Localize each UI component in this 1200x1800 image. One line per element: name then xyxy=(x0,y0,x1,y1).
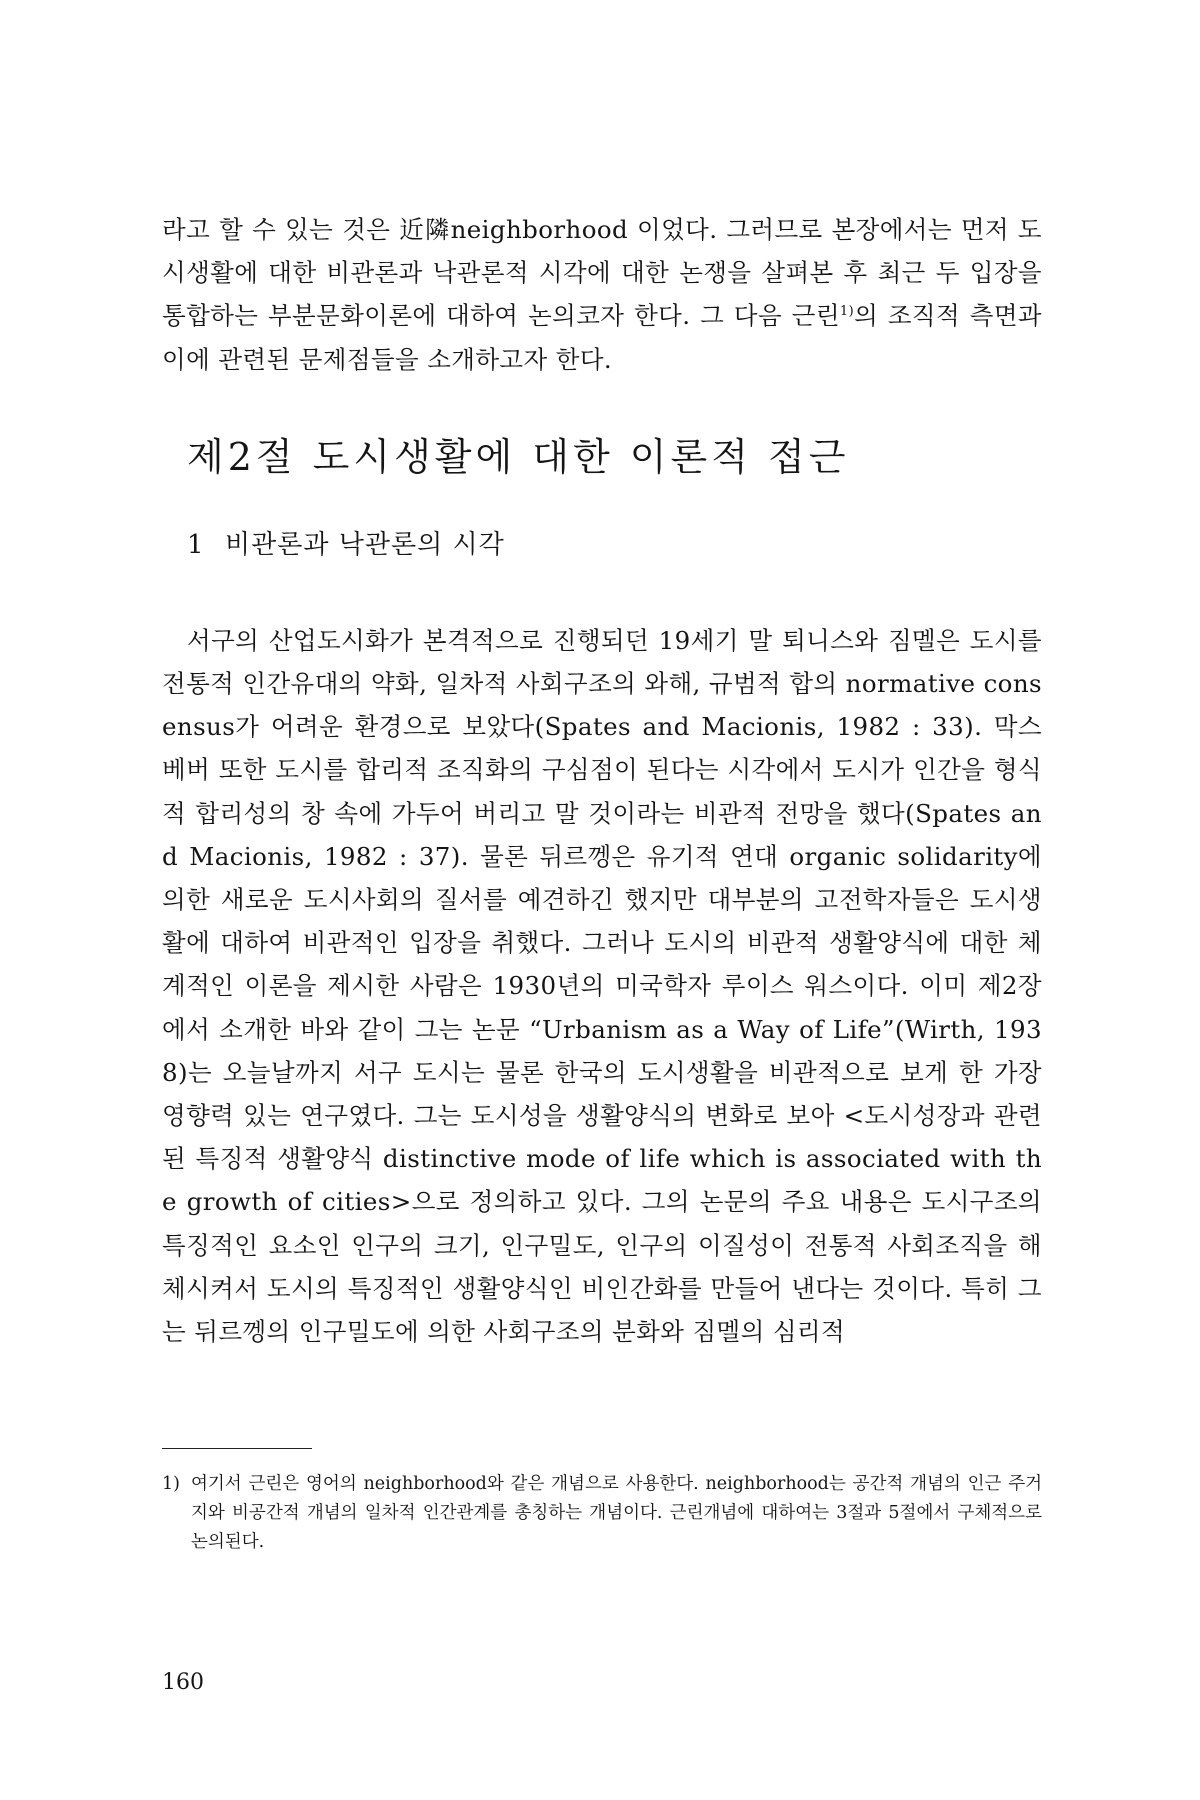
main-text xyxy=(162,208,1042,1353)
subsection-number: 1 xyxy=(187,529,205,560)
page-number: 160 xyxy=(162,1670,204,1695)
subsection-title: 비관론과 낙관론의 시각 xyxy=(225,529,505,560)
intro-paragraph xyxy=(162,208,1042,381)
footnote-reference: 1) xyxy=(839,304,855,320)
subsection-heading xyxy=(187,523,1042,567)
section-title: 제2절 도시생활에 대한 이론적 접근 xyxy=(187,434,850,479)
footnote-divider xyxy=(162,1448,312,1449)
intro-text: 라고 할 수 있는 것은 近隣neighborhood 이었다. 그러므로 본장에서는 먼저 도시생활에 대한 비관론과 낙관론적 시각에 대한 논쟁을 살펴본 후 최근 두 입장을 통합하는 부분문화이론에 대하여 논의코자 한다. 그 다음 근린 xyxy=(162,215,1042,331)
body-paragraph: 서구의 산업도시화가 본격적으로 진행되던 19세기 말 퇴니스와 짐멜은 도시를 전통적 인간유대의 약화, 일차적 사회구조의 와해, 규범적 합의 normative consensus가 어려운 환경으로 보았다(Spates and Macionis, 1982 : 33). 막스 베버 또한 도시를 합리적 조직화의 구심점이 된다는 시각에서 도시가 인간을 형식적 합리성의 창 속에 가두어 버리고 말 것이라는 비관적 전망을 했다(Spates and Macionis, 1982 : 37). 물론 뒤르껭은 유기적 연대 organic solidarity에 의한 새로운 도시사회의 질서를 예견하긴 했지만 대부분의 고전학자들은 도시생활에 대하여 비관적인 입장을 취했다. 그러나 도시의 비관적 생활양식에 대한 체계적인 이론을 제시한 사람은 1930년의 미국학자 루이스 워스이다. 이미 제2장에서 소개한 바와 같이 그는 논문 “Urbanism as a Way of Life”(Wirth, 1938)는 오늘날까지 서구 도시는 물론 한국의 도시생활을 비관적으로 보게 한 가장 영향력 있는 연구였다. 그는 도시성을 생활양식의 변화로 보아 <도시성장과 관련된 특징적 생활양식 distinctive mode of life which is associated with the growth of cities>으로 정의하고 있다. 그의 논문의 주요 내용은 도시구조의 특징적인 요소인 인구의 크기, 인구밀도, 인구의 이질성이 전통적 사회조직을 해체시켜서 도시의 특징적인 생활양식인 비인간화를 만들어 낸다는 것이다. 특히 그는 뒤르껭의 인구밀도에 의한 사회구조의 분화와 짐멜의 심리적 xyxy=(162,625,1042,1347)
footnote-text: 여기서 근린은 영어의 neighborhood와 같은 개념으로 사용한다. neighborhood는 공간적 개념의 인근 주거지와 비공간적 개념의 일차적 인간관계를 총칭하는 개념이다. 근린개념에 대하여는 3절과 5절에서 구체적으로 논의된다. xyxy=(191,1474,1042,1552)
intro-text-continued: 의 조직적 측면과 이에 관련된 문제점들을 소개하고자 한다. xyxy=(162,301,1042,374)
footnote xyxy=(162,1470,1042,1557)
footnote-number: 1) xyxy=(162,1474,180,1494)
